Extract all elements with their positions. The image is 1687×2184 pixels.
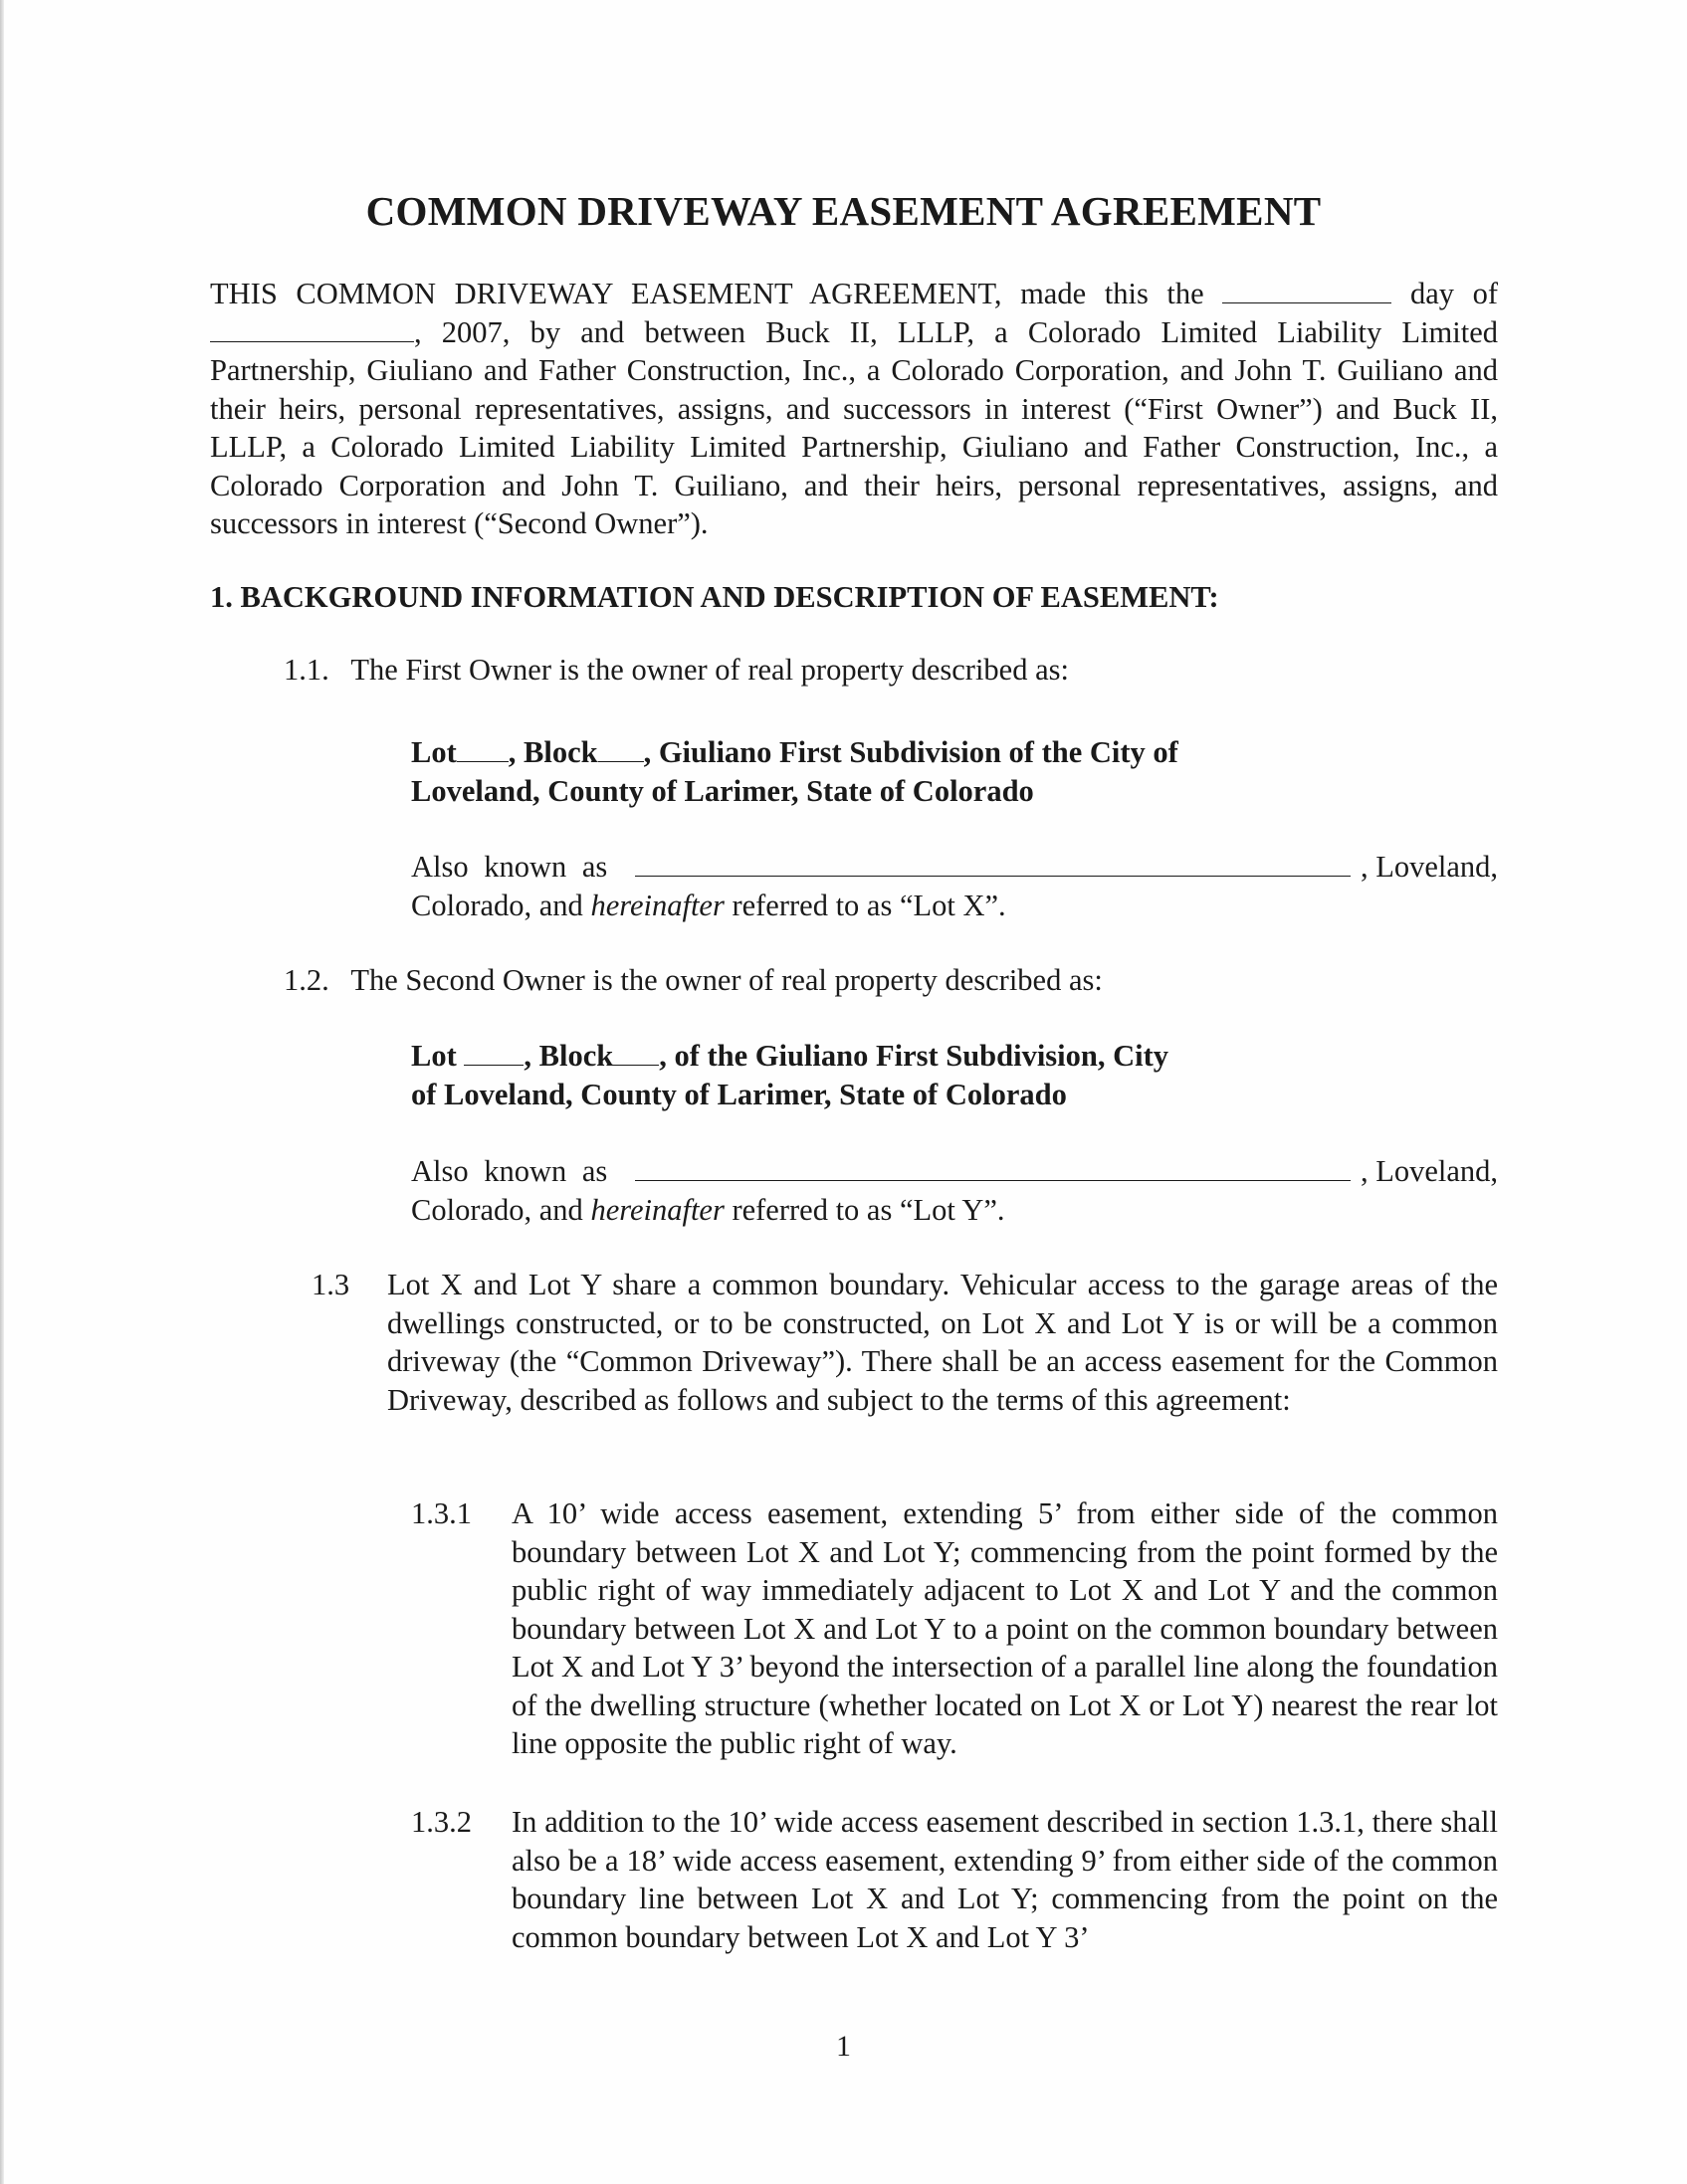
lot-number-blank	[464, 1039, 524, 1066]
aka-line2	[411, 887, 1498, 925]
intro-part2: day of	[1409, 277, 1499, 310]
item-1-3-text: Lot X and Lot Y share a common boundary. Vehicular access to the garage areas of the dwellings constructed, or to be constructed, on Lot X and Lot Y is or will be a common driveway (the “Common Driveway”). There shall be an access easement for the Common Driveway, described as follows and subject to the terms of this agreement:	[387, 1268, 1498, 1417]
lot-x-aka	[411, 848, 1498, 924]
aka-line2	[411, 1191, 1498, 1230]
legal-subdivision-text: , of the Giuliano First Subdivision, City	[659, 1039, 1169, 1073]
lot-y-legal-description	[411, 1037, 1367, 1113]
aka-line2-b: referred to as “Lot Y”.	[724, 1192, 1005, 1227]
aka-line2-b: referred to as “Lot X”.	[724, 888, 1006, 922]
legal-block-label: , Block	[508, 735, 598, 769]
aka-line2-em: hereinafter	[590, 1192, 725, 1227]
intro-paragraph	[210, 275, 1498, 543]
item-1-3-1-number: 1.3.1	[411, 1496, 472, 1530]
item-1-1-number: 1.1.	[284, 653, 329, 687]
aka-line2-a: Colorado, and	[411, 1192, 591, 1227]
legal-lot-label: Lot	[411, 735, 457, 769]
date-month-blank	[210, 315, 414, 342]
aka-label: Also known as	[411, 850, 608, 884]
item-1-3-2-text: In addition to the 10’ wide access easement described in section 1.3.1, there shall also be a 18’ wide access easement, extending 9’ from either side of the common boundary line between Lot X and Lot Y; commencing from the point on the common boundary between Lot X and Lot Y 3’	[512, 1805, 1498, 1954]
aka-line2-a: Colorado, and	[411, 888, 591, 922]
item-1-3-1-text: A 10’ wide access easement, extending 5’ from either side of the common boundary between Lot X and Lot Y; commencing from the point formed by the public right of way immediately adjacent to Lot X and Lot Y and the common boundary between Lot X and Lot Y to a point on the common boundary between Lot X and Lot Y 3’ beyond the intersection of a parallel line along the foundation of the dwelling structure (whether located on Lot X or Lot Y) nearest the rear lot line opposite the public right of way.	[512, 1496, 1498, 1760]
lot-number-blank	[457, 735, 509, 762]
legal-lot-label: Lot	[411, 1039, 457, 1073]
lot-x-legal-description	[411, 733, 1367, 810]
address-blank	[635, 1156, 1351, 1181]
item-1-3-number: 1.3	[312, 1268, 350, 1301]
item-1-2-number: 1.2.	[284, 963, 329, 997]
legal-block-label: , Block	[524, 1039, 614, 1073]
aka-line2-em: hereinafter	[590, 888, 725, 922]
page-number: 1	[836, 2030, 851, 2063]
section-1-heading: 1. BACKGROUND INFORMATION AND DESCRIPTION OF EASEMENT:	[210, 580, 1219, 614]
block-number-blank	[613, 1039, 659, 1066]
legal-county-text: of Loveland, County of Larimer, State of Colorado	[411, 1077, 1067, 1111]
document-title: COMMON DRIVEWAY EASEMENT AGREEMENT	[365, 188, 1322, 234]
block-number-blank	[598, 735, 644, 762]
scan-edge	[0, 0, 4, 2184]
item-1-3-2-number: 1.3.2	[411, 1805, 472, 1839]
aka-city: , Loveland,	[1360, 850, 1498, 884]
intro-part1: THIS COMMON DRIVEWAY EASEMENT AGREEMENT, made this the	[210, 277, 1204, 310]
intro-part3: , 2007, by and between Buck II, LLLP, a Colorado Limited Liability Limited Partnership, Giuliano and Father Construction, Inc., a Colorado Corporation, and John T. Guiliano and their heirs, personal representatives, assigns, and successors in interest (“First Owner”) and Buck II, LLLP, a Colorado Limited Liability Limited Partnership, Giuliano and Father Construction, Inc., a Colorado Corporation and John T. Guiliano, and their heirs, personal representatives, assigns, and successors in interest (“Second Owner”).	[210, 314, 1498, 540]
item-1-1-text: The First Owner is the owner of real property described as:	[350, 653, 1069, 687]
legal-county-text: Loveland, County of Larimer, State of Colorado	[411, 773, 1034, 808]
item-1-2	[284, 961, 1498, 1000]
lot-y-aka	[411, 1152, 1498, 1229]
address-blank	[635, 852, 1351, 877]
date-day-blank	[1222, 277, 1391, 303]
aka-city: , Loveland,	[1360, 1154, 1498, 1188]
legal-subdivision-text: , Giuliano First Subdivision of the City of	[643, 735, 1178, 769]
aka-label: Also known as	[411, 1154, 608, 1188]
item-1-1	[284, 651, 1498, 690]
item-1-2-text: The Second Owner is the owner of real property described as:	[350, 963, 1103, 997]
